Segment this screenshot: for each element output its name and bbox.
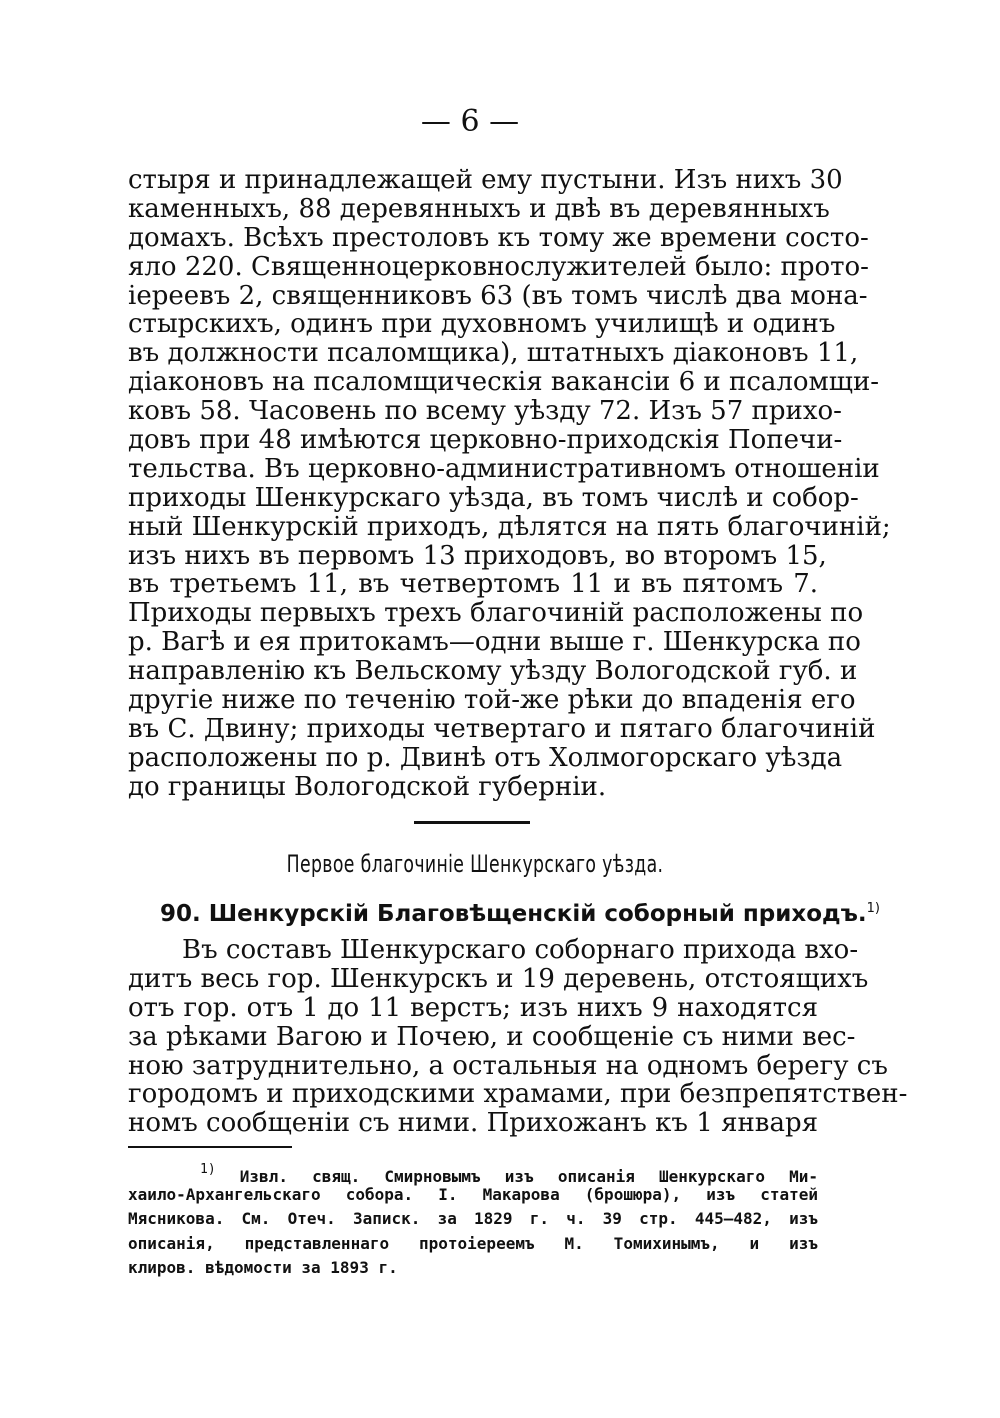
text-line: въ должности псаломщика), штатныхъ діаконовъ 11,	[128, 338, 859, 369]
text-line: каменныхъ, 88 деревянныхъ и двѣ въ деревянныхъ	[128, 193, 830, 224]
text-line: довъ при 48 имѣются церковно-приходскія Попечи-	[128, 425, 843, 456]
text-line: Приходы первыхъ трехъ благочиній расположены по	[128, 598, 864, 629]
text-line: стырскихъ, одинъ при духовномъ училищѣ и одинъ	[128, 309, 836, 340]
text-line: въ третьемъ 11, въ четвертомъ 11 и въ пятомъ 7.	[128, 569, 818, 600]
text-line: дитъ весь гор. Шенкурскъ и 19 деревень, отстоящихъ	[128, 963, 869, 994]
footnote-divider	[128, 1146, 292, 1148]
text-line: изъ нихъ въ первомъ 13 приходовъ, во второмъ 15,	[128, 540, 827, 571]
text-line: діаконовъ на псаломщическія вакансіи 6 и псаломщи-	[128, 367, 880, 398]
text-line: стыря и принадлежащей ему пустыни. Изъ нихъ 30	[128, 165, 843, 195]
text-line: номъ сообщеніи съ ними. Прихожанъ къ 1 января	[128, 1108, 818, 1139]
text-line: домахъ. Всѣхъ престоловъ къ тому же времени состо-	[128, 222, 869, 253]
text-line: другіе ниже по теченію той-же рѣки до впаденія его	[128, 685, 856, 716]
footnote-line: хаило-Архангельскаго собора. І. Макарова (брошюра), изъ статей	[128, 1184, 818, 1204]
text-line: въ С. Двину; приходы четвертаго и пятаго благочиній	[128, 713, 876, 744]
section-heading: Первое благочиніе Шенкурскаго уѣзда.	[286, 850, 664, 878]
entry-title: Шенкурскій Благовѣщенскій соборный приходъ.	[208, 901, 867, 927]
entry-heading	[160, 893, 880, 930]
text-line: отъ гор. отъ 1 до 11 верстъ; изъ нихъ 9 находятся	[128, 992, 818, 1023]
entry-number: 90.	[160, 901, 201, 927]
text-line: за рѣками Вагою и Почею, и сообщеніе съ ними вес-	[128, 1021, 856, 1052]
text-line: Въ составъ Шенкурскаго соборнаго прихода вхо-	[182, 935, 859, 965]
text-line: р. Вагѣ и ея притокамъ—одни выше г. Шенкурска по	[128, 627, 861, 658]
footnote	[128, 1158, 818, 1281]
paragraph-cathedral-parish	[128, 935, 908, 1139]
footnote-line: Мясникова. См. Отеч. Записк. за 1829 г. ч. 39 стр. 445—482, изъ	[128, 1209, 818, 1229]
section-divider	[414, 821, 530, 824]
footnote-line	[128, 1158, 818, 1186]
text-line: яло 220. Священноцерковнослужителей было: прото-	[128, 251, 869, 282]
footnote-line: описанія, представленнаго протоіереемъ М. Томихинымъ, и изъ	[128, 1233, 818, 1253]
text-line: ный Шенкурскій приходъ, дѣлятся на пять благочиній;	[128, 511, 891, 542]
text-line: направленію къ Вельскому уѣзду Вологодской губ. и	[128, 656, 858, 687]
footnote-reference[interactable]: 1)	[866, 901, 880, 916]
text-line: до границы Вологодской губерніи.	[128, 771, 607, 802]
page-number: — 6 —	[420, 104, 520, 139]
footnote-text: Извл. свящ. Смирновымъ изъ описанія Шенкурскаго Ми-	[239, 1167, 818, 1186]
text-line: ною затруднительно, а остальныя на одномъ берегу съ	[128, 1050, 888, 1081]
text-line: расположены по р. Двинѣ отъ Холмогорскаго уѣзда	[128, 742, 843, 773]
footnote-mark: 1)	[200, 1162, 216, 1177]
text-line: іереевъ 2, священниковъ 63 (въ томъ числѣ два мона-	[128, 280, 868, 311]
paragraph-parish-overview	[128, 165, 891, 802]
text-line: приходы Шенкурскаго уѣзда, въ томъ числѣ и собор-	[128, 482, 859, 513]
text-line: ковъ 58. Часовень по всему уѣзду 72. Изъ 57 прихо-	[128, 396, 842, 427]
text-line: тельства. Въ церковно-административномъ отношеніи	[128, 453, 880, 484]
footnote-line: клиров. вѣдомости за 1893 г.	[128, 1258, 398, 1278]
text-line: городомъ и приходскими храмами, при безпрепятствен-	[128, 1079, 908, 1110]
